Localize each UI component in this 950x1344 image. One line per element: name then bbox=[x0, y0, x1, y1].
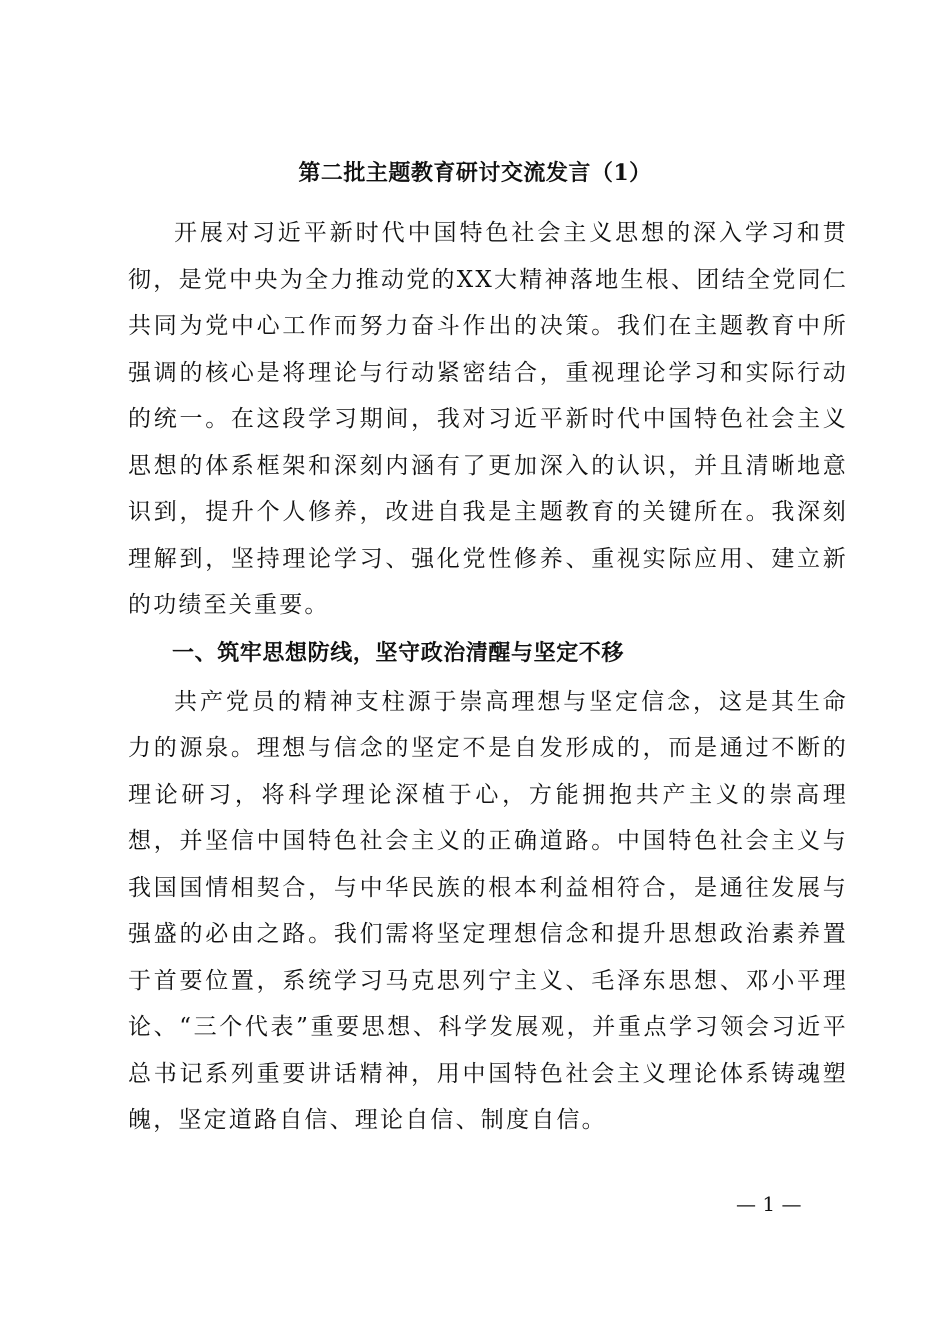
document-title: 第二批主题教育研讨交流发言（1） bbox=[298, 160, 652, 186]
section-1-paragraph: 共产党员的精神支柱源于崇高理想与坚定信念，这是其生命力的源泉。理想与信念的坚定不是自发形成的，而是通过不断的理论研习，将科学理论深植于心，方能拥抱共产主义的崇高理想，并坚信中国特色社会主义的正确道路。中国特色社会主义与我国国情相契合，与中华民族的根本利益相符合，是通往发展与强盛的必由之路。我们需将坚定理想信念和提升思想政治素养置于首要位置，系统学习马克思列宁主义、毛泽东思想、邓小平理论、“三个代表”重要思想、科学发展观，并重点学习领会习近平总书记系列重要讲话精神，用中国特色社会主义理论体系铸魂塑魄，坚定道路自信、理论自信、制度自信。 bbox=[128, 688, 848, 1133]
intro-paragraph: 开展对习近平新时代中国特色社会主义思想的深入学习和贯彻，是党中央为全力推动党的XX大精神落地生根、团结全党同仁共同为党中心工作而努力奋斗作出的决策。我们在主题教育中所强调的核心是将理论与行动紧密结合，重视理论学习和实际行动的统一。在这段学习期间，我对习近平新时代中国特色社会主义思想的体系框架和深刻内涵有了更加深入的认识，并且清晰地意识到，提升个人修养，改进自我是主题教育的关键所在。我深刻理解到，坚持理论学习、强化党性修养、重视实际应用、建立新的功绩至关重要。 bbox=[128, 220, 848, 618]
section-heading-1: 一、筑牢思想防线，坚守政治清醒与坚定不移 bbox=[172, 640, 625, 666]
document-body bbox=[128, 210, 848, 1144]
page-number: — 1 — bbox=[736, 1192, 802, 1216]
